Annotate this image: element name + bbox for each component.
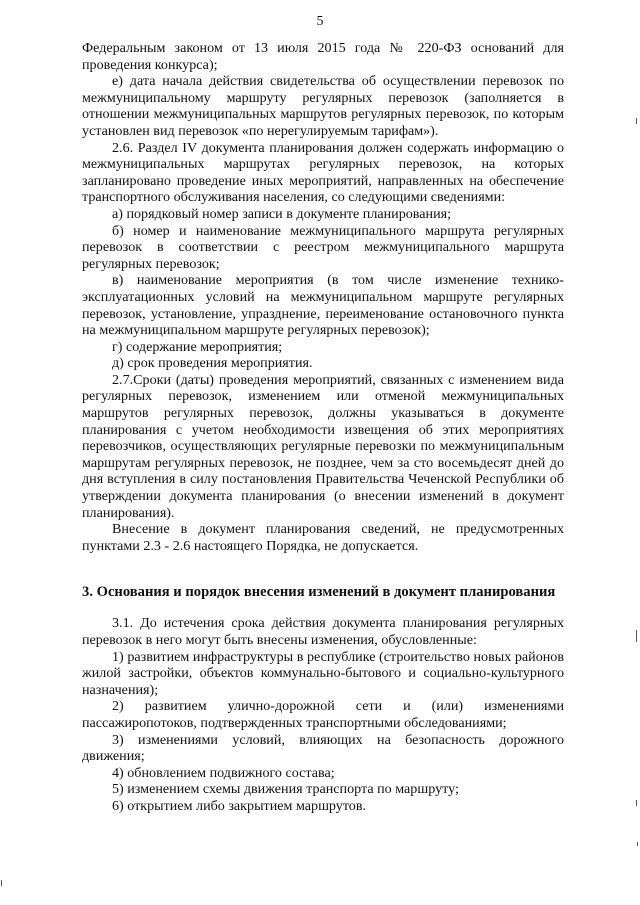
paragraph-3-1-item-1: 1) развитием инфраструктуры в республике (строительство новых районов жилой застройки, объектов коммунально-бытового и социально-культурного назначения); (82, 648, 564, 698)
scan-artifact-mark (1, 880, 2, 886)
scan-artifact-mark (636, 118, 637, 124)
paragraph-2-6-a: а) порядковый номер записи в документе планирования; (112, 205, 452, 222)
paragraph-3-1: 3.1. До истечения срока действия документа планирования регулярных перевозок в него могут быть внесены изменения, обусловленные: (82, 615, 564, 648)
paragraph-3-1-item-4: 4) обновлением подвижного состава; (112, 764, 335, 781)
document-body (82, 40, 564, 815)
scan-artifact-mark (636, 630, 637, 642)
paragraph-2-7: 2.7.Сроки (даты) проведения мероприятий, связанных с изменением вида регулярных перевозок, изменением или отменой межмуниципальных маршрутов регулярных перевозок, должны указываться в документе планирования с учетом необходимости извещения об этих мероприятиях перевозчиков, осуществляющих регулярные перевозки по межмуниципальным маршрутам регулярных перевозок, не позднее, чем за сто восемьдесят дней до дня вступления в силу постановления Правительства Чеченской Республики об утверждении документа планирования (о внесении изменений в документ планирования). (82, 371, 564, 521)
paragraph-2-6-b: б) номер и наименование межмуниципального маршрута регулярных перевозок в соответствии с реестром межмуниципального маршрута регулярных перевозок; (82, 222, 564, 272)
paragraph-2-6-v: в) наименование мероприятия (в том числе изменение технико-эксплуатационных условий на межмуниципальном маршруте регулярных перевозок, установление, упразднение, переименование остановочного пункта на межмуниципальном маршруте регулярных перевозок); (82, 272, 564, 339)
paragraph-2-6-g: г) содержание мероприятия; (112, 338, 283, 355)
paragraph-3-1-item-3: 3) изменениями условий, влияющих на безопасность дорожного движения; (82, 731, 564, 765)
paragraph-2-6: 2.6. Раздел IV документа планирования должен содержать информацию о межмуниципальных маршрутах регулярных перевозок, на которых запланировано проведение иных мероприятий, направленных на обеспечение транспортного обслуживания населения, со следующими сведениями: (82, 139, 564, 206)
scan-artifact-mark (637, 842, 638, 846)
scan-artifact-mark (636, 800, 637, 806)
paragraph-3-1-item-2: 2) развитием улично-дорожной сети и (или) изменениями пассажиропотоков, подтвержденных транспортными обследованиями; (82, 698, 564, 731)
paragraph-item-e: е) дата начала действия свидетельства об осуществлении перевозок по межмуниципальному маршруту регулярных перевозок (заполняется в отношении межмуниципальных маршрутов регулярных перевозок, по которым установлен вид перевозок «по нерегулируемым тарифам»). (82, 73, 564, 139)
page-number: 5 (316, 14, 324, 29)
paragraph-3-1-item-6: 6) открытием либо закрытием маршрутов. (112, 797, 367, 814)
section-3-title: 3. Основания и порядок внесения изменений в документ планирования (82, 584, 556, 601)
paragraph-3-1-item-5: 5) изменением схемы движения транспорта по маршруту; (112, 781, 459, 798)
paragraph-2-6-d: д) срок проведения мероприятия. (112, 355, 313, 372)
paragraph-continuation: Федеральным законом от 13 июля 2015 года № 220-ФЗ оснований для проведения конкурса); (82, 40, 564, 73)
paragraph-not-allowed: Внесение в документ планирования сведений, не предусмотренных пунктами 2.3 - 2.6 настоящего Порядка, не допускается. (82, 521, 564, 554)
